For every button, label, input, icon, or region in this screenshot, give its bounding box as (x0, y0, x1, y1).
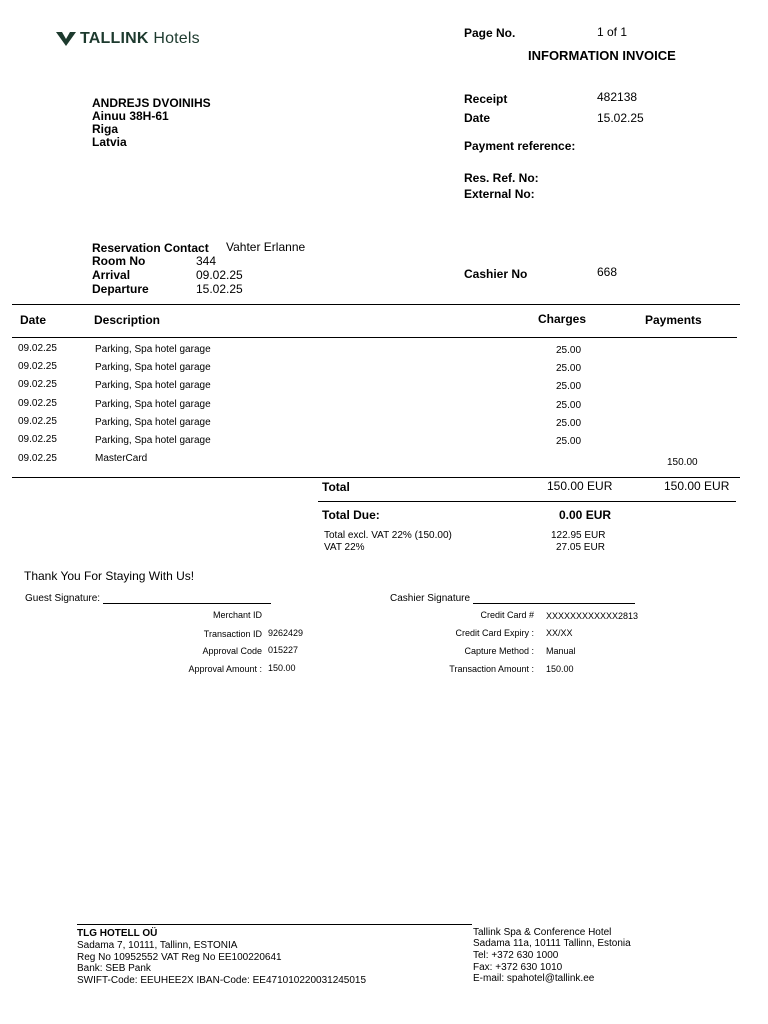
table-row (0, 453, 768, 471)
row-description: Parking, Spa hotel garage (95, 380, 211, 391)
credit-card-expiry-value: XX/XX (546, 628, 573, 638)
row-description: Parking, Spa hotel garage (95, 362, 211, 373)
merchant-id-label: Merchant ID (212, 610, 262, 620)
row-payment: 150.00 (667, 457, 698, 468)
total-label: Total (322, 480, 350, 494)
table-row (0, 343, 768, 361)
row-date: 09.02.25 (18, 416, 57, 427)
row-date: 09.02.25 (18, 343, 57, 354)
room-no-value: 344 (196, 254, 217, 268)
footer-address: Sadama 7, 10111, Tallinn, ESTONIA (77, 940, 238, 951)
row-description: MasterCard (95, 453, 148, 464)
approval-amount-label: Approval Amount : (188, 664, 262, 674)
row-charge: 25.00 (556, 418, 582, 429)
total-excl-vat-label: Total excl. VAT 22% (150.00) (324, 530, 452, 541)
total-due-value: 0.00 EUR (559, 508, 612, 522)
row-description: Parking, Spa hotel garage (95, 399, 211, 410)
footer-email: E-mail: spahotel@tallink.ee (473, 973, 595, 984)
total-due-label: Total Due: (322, 508, 380, 522)
table-header-rule (12, 337, 737, 338)
approval-code-value: 015227 (268, 645, 299, 655)
row-date: 09.02.25 (18, 361, 57, 372)
row-charge: 25.00 (556, 400, 582, 411)
table-row (0, 398, 768, 416)
capture-method-value: Manual (546, 646, 576, 656)
reservation-contact-label: Reservation Contact (92, 241, 209, 255)
page-value: 1 of 1 (597, 25, 628, 39)
guest-signature (25, 593, 271, 604)
table-row (0, 416, 768, 434)
col-header-date: Date (20, 313, 47, 327)
cashier-no-value: 668 (597, 265, 618, 279)
arrival-value: 09.02.25 (196, 268, 243, 282)
row-description: Parking, Spa hotel garage (95, 344, 211, 355)
receipt-value: 482138 (597, 90, 638, 104)
row-date: 09.02.25 (18, 379, 57, 390)
table-row (0, 379, 768, 397)
vat-value: 27.05 EUR (556, 542, 605, 553)
row-description: Parking, Spa hotel garage (95, 435, 211, 446)
external-no-label: External No: (464, 187, 535, 201)
logo-word-1: TALLINK (80, 30, 149, 47)
receipt-label: Receipt (464, 92, 508, 106)
guest-street: Ainuu 38H-61 (92, 109, 169, 123)
guest-name: ANDREJS DVOINIHS (92, 96, 211, 110)
departure-label: Departure (92, 282, 149, 296)
guest-signature-label: Guest Signature: (25, 593, 101, 604)
capture-method-label: Capture Method : (464, 646, 534, 656)
table-row (0, 434, 768, 452)
footer-hotel-name: Tallink Spa & Conference Hotel (473, 927, 612, 938)
reservation-contact-value: Vahter Erlanne (226, 240, 306, 254)
guest-city: Riga (92, 122, 119, 136)
tallink-hotels-logo (56, 30, 200, 48)
col-header-description: Description (94, 313, 161, 327)
tallink-chevron-icon (56, 32, 76, 46)
page-label: Page No. (464, 26, 516, 40)
row-date: 09.02.25 (18, 453, 57, 464)
footer-bank: Bank: SEB Pank (77, 963, 151, 974)
row-charge: 25.00 (556, 345, 582, 356)
row-charge: 25.00 (556, 363, 582, 374)
footer-fax: Fax: +372 630 1010 (473, 962, 563, 973)
table-row (0, 361, 768, 379)
date-label: Date (464, 111, 491, 125)
row-charge: 25.00 (556, 381, 582, 392)
footer-hotel-address: Sadama 11a, 10111 Tallinn, Estonia (473, 938, 631, 949)
transaction-amount-value: 150.00 (546, 664, 574, 674)
arrival-label: Arrival (92, 268, 131, 282)
credit-card-expiry-label: Credit Card Expiry : (455, 628, 534, 638)
table-top-rule (12, 304, 740, 305)
row-charge: 25.00 (556, 436, 582, 447)
total-charges: 150.00 EUR (547, 479, 613, 493)
col-header-charges: Charges (538, 312, 587, 326)
row-date: 09.02.25 (18, 434, 57, 445)
departure-value: 15.02.25 (196, 282, 243, 296)
approval-code-label: Approval Code (202, 646, 262, 656)
vat-label: VAT 22% (324, 542, 365, 553)
logo-text (80, 30, 200, 48)
total-excl-vat-value: 122.95 EUR (551, 530, 606, 541)
footer-reg: Reg No 10952552 VAT Reg No EE100220641 (77, 952, 282, 963)
res-ref-label: Res. Ref. No: (464, 171, 539, 185)
date-value: 15.02.25 (597, 111, 644, 125)
guest-signature-line (103, 603, 271, 604)
footer-swift-iban: SWIFT-Code: EEUHEE2X IBAN-Code: EE471010220031245015 (77, 975, 367, 986)
logo-word-2: Hotels (153, 30, 200, 47)
room-no-label: Room No (92, 254, 146, 268)
credit-card-value: XXXXXXXXXXXX2813 (546, 611, 639, 621)
col-header-payments: Payments (645, 313, 702, 327)
footer-tel: Tel: +372 630 1000 (473, 950, 559, 961)
footer-company: TLG HOTELL OÜ (77, 928, 158, 939)
document-title: INFORMATION INVOICE (528, 48, 676, 63)
thank-you-message: Thank You For Staying With Us! (24, 569, 195, 583)
transaction-id-value: 9262429 (268, 628, 304, 638)
total-due-rule (318, 501, 736, 502)
row-date: 09.02.25 (18, 398, 57, 409)
footer-rule (77, 924, 472, 925)
approval-amount-value: 150.00 (268, 663, 296, 673)
guest-country: Latvia (92, 135, 127, 149)
cashier-signature-line (473, 603, 635, 604)
totals-top-rule (12, 477, 740, 478)
row-description: Parking, Spa hotel garage (95, 417, 211, 428)
payment-reference-label: Payment reference: (464, 139, 576, 153)
cashier-signature-label: Cashier Signature (390, 593, 471, 604)
transaction-amount-label: Transaction Amount : (449, 664, 534, 674)
cashier-signature (390, 593, 635, 604)
cashier-no-label: Cashier No (464, 267, 528, 281)
transaction-id-label: Transaction ID (203, 629, 262, 639)
total-payments: 150.00 EUR (664, 479, 730, 493)
credit-card-label: Credit Card # (480, 610, 534, 620)
